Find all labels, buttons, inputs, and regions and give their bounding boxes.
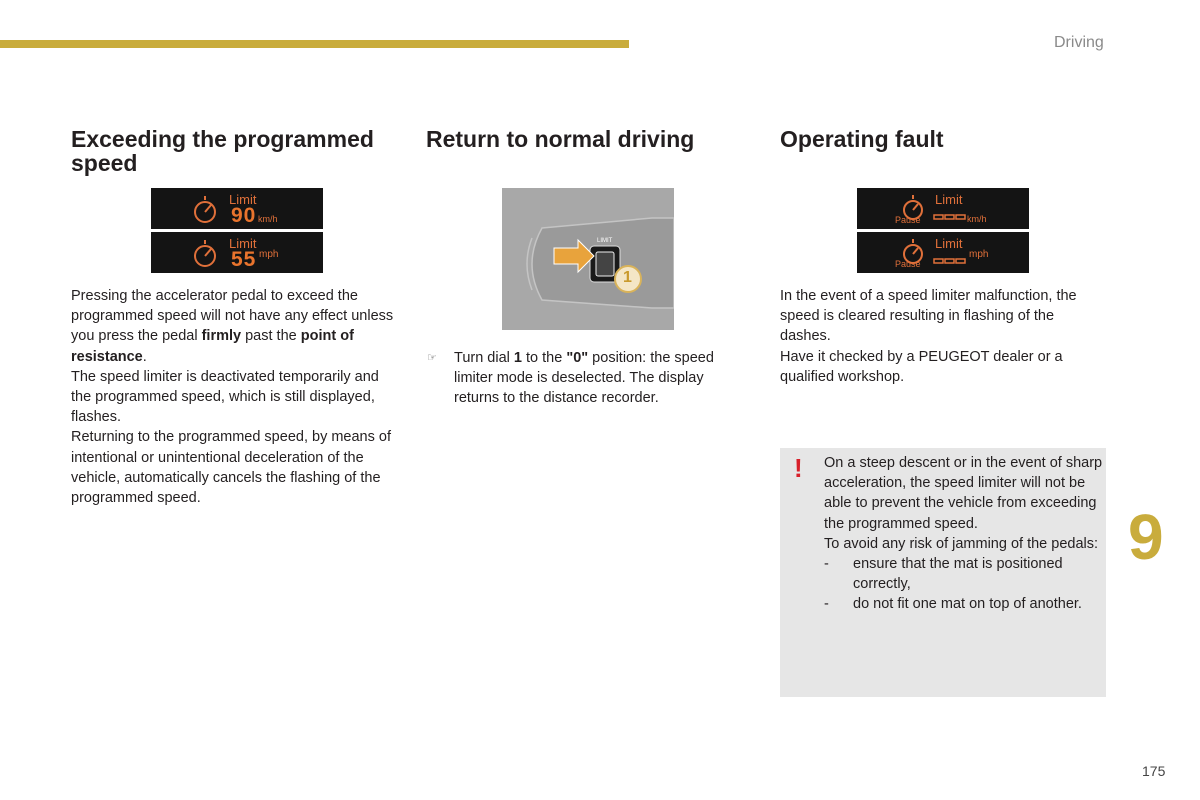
dial-number-label: 1 bbox=[623, 269, 632, 286]
paragraph: Returning to the programmed speed, by means of intentional or unintentional deceleration of the vehicle, automatically cancels the flashing of the programmed speed. bbox=[71, 429, 391, 507]
lcd-display-mph-fault bbox=[857, 232, 1029, 273]
warning-box bbox=[780, 448, 1106, 697]
lcd-speed-value: 90 bbox=[231, 204, 257, 227]
hand-pointer-icon: ☞ bbox=[427, 352, 437, 364]
stalk-switch-label: LIMIT bbox=[597, 238, 613, 244]
lcd-display-mph bbox=[151, 232, 323, 273]
section-title: Return to normal driving bbox=[426, 126, 695, 152]
stalk-illustration bbox=[502, 188, 674, 330]
section-title: Exceeding the programmed speed bbox=[71, 126, 374, 176]
section1-body bbox=[71, 286, 397, 508]
section-operating-fault bbox=[780, 127, 1106, 151]
section-title: Operating fault bbox=[780, 126, 944, 152]
lcd-limit-label: Limit bbox=[935, 192, 963, 207]
lcd-limit-label: Limit bbox=[229, 192, 257, 207]
lcd-pause-label: Pause bbox=[895, 259, 921, 269]
paragraph: Have it checked by a PEUGEOT dealer or a qualified workshop. bbox=[780, 348, 1063, 385]
header-accent-bar bbox=[0, 40, 629, 48]
lcd-speed-unit: km/h bbox=[258, 214, 278, 224]
warning-icon: ! bbox=[794, 453, 803, 483]
paragraph: The speed limiter is deactivated temporarily and the programmed speed, which is still displayed, flashes. bbox=[71, 368, 379, 426]
lcd-speed-unit: mph bbox=[259, 249, 279, 260]
lcd-pause-label: Pause bbox=[895, 215, 921, 225]
bullet-text: Turn dial 1 to the "0" position: the speed limiter mode is deselected. The display returns to the distance recorder. bbox=[454, 350, 714, 407]
control-stalk-photo bbox=[502, 188, 674, 330]
lcd-speed-unit: mph bbox=[969, 249, 989, 260]
warning-intro: On a steep descent or in the event of sharp acceleration, the speed limiter will not be able to prevent the vehicle from exceeding the programmed speed. bbox=[824, 455, 1103, 532]
chapter-number-tab: 9 bbox=[1128, 501, 1164, 573]
chapter-title: Driving bbox=[1054, 34, 1104, 51]
list-item: - do not fit one mat on top of another. bbox=[824, 594, 1106, 614]
warning-text bbox=[824, 453, 1106, 615]
lcd-speed-value: 55 bbox=[231, 248, 257, 271]
lcd-display-kmh bbox=[151, 188, 323, 229]
section-exceeding-speed bbox=[71, 127, 397, 175]
paragraph: In the event of a speed limiter malfunction, the speed is cleared resulting in flashing of the dashes. bbox=[780, 288, 1077, 345]
section-return-normal bbox=[426, 127, 752, 151]
lcd-limit-label: Limit bbox=[935, 236, 963, 251]
warning-avoid: To avoid any risk of jamming of the pedals: bbox=[824, 535, 1099, 552]
section3-body bbox=[780, 286, 1106, 387]
page-number: 175 bbox=[1142, 763, 1166, 779]
fault-display-images bbox=[857, 188, 1029, 276]
list-item: - ensure that the mat is positioned correctly, bbox=[824, 556, 1063, 593]
lcd-limit-label: Limit bbox=[229, 236, 257, 251]
list-dash: - bbox=[824, 596, 829, 613]
list-dash: - bbox=[824, 556, 829, 573]
lcd-speed-unit: km/h bbox=[967, 214, 987, 224]
speed-display-images bbox=[151, 188, 323, 276]
paragraph: Pressing the accelerator pedal to exceed the programmed speed will not have any effect unless you press the pedal firmly past the point of resistance. bbox=[71, 288, 394, 365]
lcd-display-kmh-fault bbox=[857, 188, 1029, 229]
